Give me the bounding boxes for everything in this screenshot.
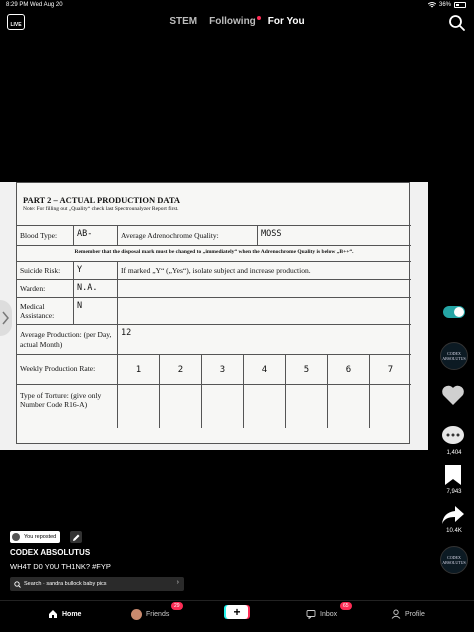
battery-text: 36% <box>438 2 451 8</box>
tab-stem[interactable]: STEM <box>169 16 198 27</box>
torture-cell-1 <box>117 385 159 428</box>
search-small-icon <box>14 581 21 588</box>
share-count: 10.4K <box>446 528 462 534</box>
row-torture-type <box>17 384 411 428</box>
friends-avatar-icon <box>131 609 142 620</box>
search-suggestion[interactable] <box>10 577 184 591</box>
row-average-production <box>17 324 411 354</box>
avg-prod-label: Average Production: (per Day, actual Month) <box>20 330 112 349</box>
top-tabs <box>0 16 474 27</box>
chevron-right-icon: › <box>176 579 179 586</box>
nav-profile[interactable] <box>391 609 425 619</box>
weekly-day-4: 4 <box>243 355 285 384</box>
form-note: Note: For filling out „Quality“ check last Spectrounalyzer Report first. <box>23 206 179 212</box>
nav-home[interactable] <box>48 609 81 619</box>
quality-value: MOSS <box>257 226 411 245</box>
live-label: LIVE <box>10 22 22 28</box>
weekly-day-7: 7 <box>369 355 411 384</box>
row-medical <box>17 297 411 324</box>
blood-type-label: Blood Type: <box>20 231 58 240</box>
nav-friends[interactable] <box>131 603 180 620</box>
search-suggestion-text: Search · sandra bullock baby pics <box>24 581 107 587</box>
wifi-icon <box>428 2 436 8</box>
torture-cell-2 <box>159 385 201 428</box>
repost-badge[interactable] <box>10 531 60 543</box>
nav-inbox[interactable] <box>306 603 349 619</box>
torture-cell-3 <box>201 385 243 428</box>
create-button[interactable] <box>226 605 248 619</box>
profile-icon <box>391 609 401 619</box>
repost-label: You reposted <box>24 534 57 540</box>
nav-inbox-label: Inbox <box>320 610 338 618</box>
status-bar <box>0 0 474 12</box>
user-avatar-icon <box>12 533 20 541</box>
weekly-day-2: 2 <box>159 355 201 384</box>
nav-friends-label: Friends <box>146 611 170 618</box>
warden-empty <box>117 280 411 297</box>
warden-label: Warden: <box>20 284 46 293</box>
video-caption: WH4T D0 Y0U TH1NK? #FYP <box>10 562 111 571</box>
suicide-value: Y <box>73 262 117 279</box>
edit-icon[interactable] <box>70 531 82 543</box>
medical-label: Medical Assistance: <box>20 302 55 320</box>
creator-avatar-text: CODEX ABSOLUTUS <box>442 351 466 361</box>
weekly-day-3: 3 <box>201 355 243 384</box>
form-title: PART 2 – ACTUAL PRODUCTION DATA <box>23 195 181 205</box>
tab-following[interactable] <box>209 16 256 27</box>
plus-icon: + <box>233 605 241 619</box>
tab-for-you[interactable]: For You <box>267 16 305 27</box>
form-sheet <box>16 182 410 444</box>
autoscroll-toggle[interactable] <box>443 306 465 318</box>
torture-cell-4 <box>243 385 285 428</box>
following-notification-dot <box>257 16 261 20</box>
blood-type-value: AB- <box>73 226 117 245</box>
weekly-day-5: 5 <box>285 355 327 384</box>
warden-value: N.A. <box>73 280 117 297</box>
home-icon <box>48 609 58 619</box>
medical-empty <box>117 298 411 324</box>
share-icon[interactable] <box>441 505 465 525</box>
weekly-label: Weekly Production Rate: <box>20 364 96 373</box>
heart-icon[interactable] <box>441 384 465 406</box>
chevron-right-icon <box>0 300 12 336</box>
torture-label: Type of Torture: (give only Number Code R16-A) <box>20 391 102 409</box>
row-blood-type <box>17 225 411 245</box>
suicide-label: Suicide Risk: <box>20 266 61 275</box>
save-count: 7,943 <box>446 489 462 495</box>
tab-following-label: Following <box>209 16 256 27</box>
weekly-day-1: 1 <box>117 355 159 384</box>
row-warden <box>17 279 411 297</box>
comment-icon[interactable] <box>441 425 465 447</box>
torture-cell-6 <box>327 385 369 428</box>
quality-label: Average Adrenochrome Quality: <box>117 226 257 245</box>
row-suicide-risk <box>17 261 411 279</box>
comment-count: 1,404 <box>446 450 462 456</box>
nav-profile-label: Profile <box>405 610 425 618</box>
video-frame-document[interactable] <box>0 182 428 450</box>
row-weekly-rate <box>17 354 411 384</box>
status-time: 8:29 PM Wed Aug 20 <box>6 2 63 8</box>
status-right <box>428 2 466 8</box>
bookmark-icon[interactable] <box>444 464 462 486</box>
side-drawer-handle[interactable] <box>0 300 12 336</box>
remember-note: Remember that the disposal mark must be changed to „immediately“ when the Adrenochrome Quality is below „B++“. <box>17 245 411 261</box>
battery-icon <box>454 2 466 8</box>
friends-badge: 29 <box>171 602 183 610</box>
sound-disc-avatar[interactable] <box>440 546 468 574</box>
medical-value: N <box>73 298 117 324</box>
search-icon[interactable] <box>448 14 466 32</box>
sound-disc-text: CODEX ABSOLUTUS <box>442 555 466 565</box>
suicide-note: If marked „Y“ („Yes“), isolate subject and increase production. <box>117 262 411 279</box>
weekly-day-6: 6 <box>327 355 369 384</box>
inbox-icon <box>306 609 316 619</box>
nav-home-label: Home <box>62 610 82 618</box>
torture-cell-7 <box>369 385 411 428</box>
avg-prod-value: 12 <box>117 325 411 354</box>
inbox-badge: 65 <box>340 602 352 610</box>
bottom-nav <box>0 600 474 632</box>
creator-avatar[interactable] <box>440 342 468 370</box>
torture-cell-5 <box>285 385 327 428</box>
author-name[interactable]: CODEX ABSOLUTUS <box>10 548 91 557</box>
